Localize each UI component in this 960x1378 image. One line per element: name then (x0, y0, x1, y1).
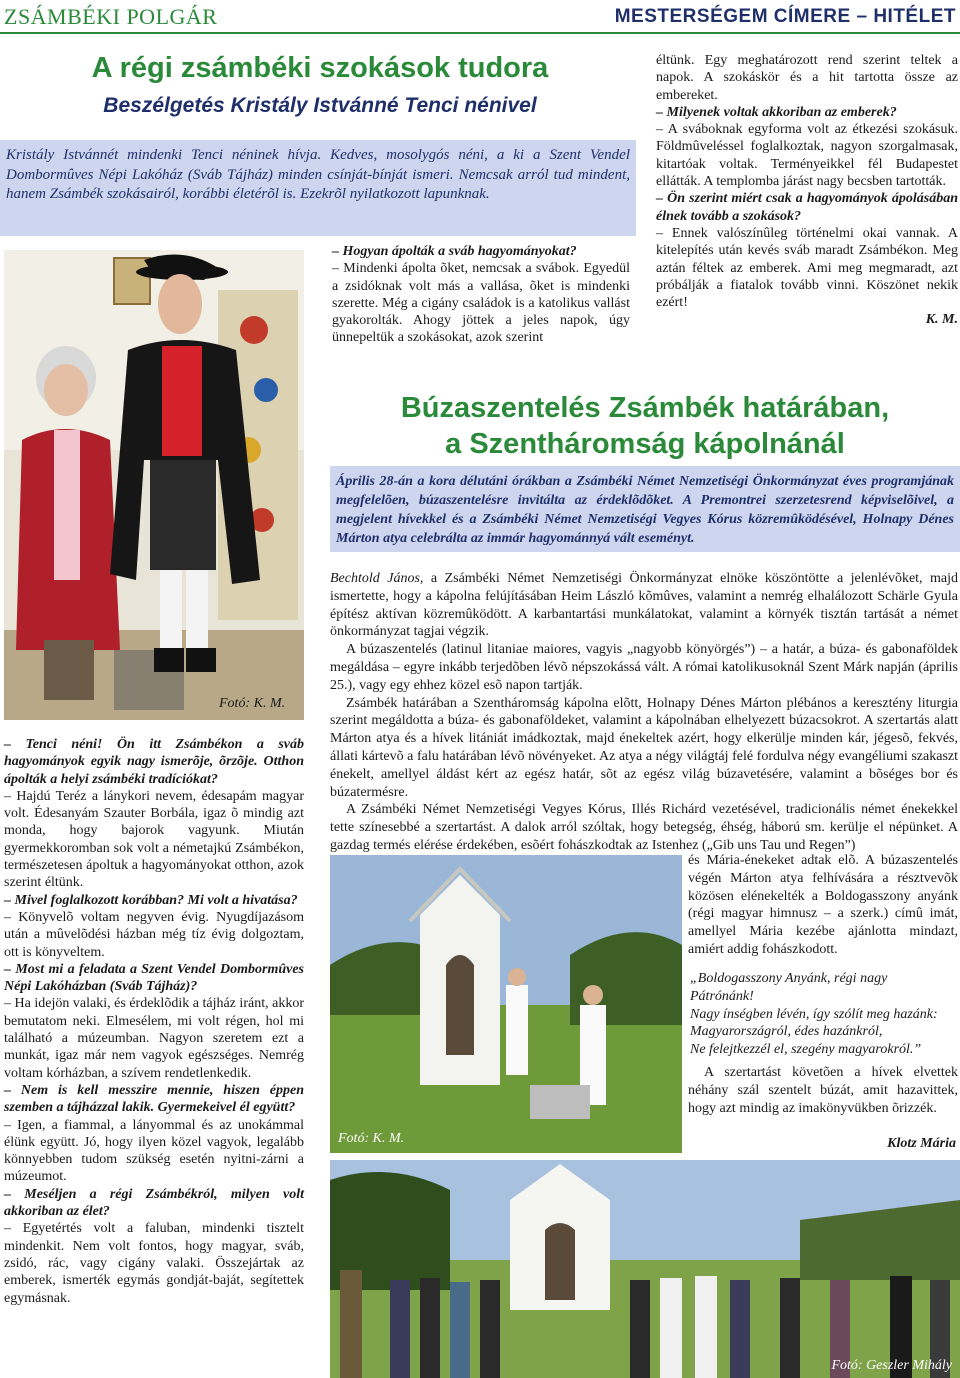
article2-title (330, 390, 960, 462)
author-signature: K. M. (925, 312, 958, 328)
question: – Mivel foglalkozott korábban? Mi volt a hivatása? (4, 892, 298, 908)
paragraph: Zsámbék határában a Szentháromság kápolna elõtt, Holnapy Dénes Márton plébános a keresztény liturgia szerint megáldotta a búza- és gabonaföldeket, valamint a kápolnában elhelyezett búzacsokrot. A szertartás alatt Márton atya és a hívek litániát imádkoztak, majd énekeltek azért, hogy elkerülje minden kár, jégesõ, fekvés, állati kártevõ a falu határában lévõ növényeket. Az atya a négy világtáj felé fordulva négy evangéliumi szakaszt énekelt, amellyel áldást kért az egész határ, sõt az egész világ búzavetésére, valamint a bõséges bor és búzatermésre. (330, 695, 958, 800)
poem-line: Nagy ínségben lévén, így szólít meg hazánk: (690, 1006, 938, 1022)
article1-left-column (4, 736, 304, 1307)
question: – Tenci néni! Ön itt Zsámbékon a sváb hagyományok egyik nagy ismerõje, õrzõje. Otthon ápolták a helyi zsámbéki tradíciókat? (4, 737, 304, 787)
answer: – Ennek valószínûleg történelmi okai vannak. A kitelepítés után kevés sváb maradt Zsámbékon. Meg aztán féltek az emberek. Ami meg megmaradt, azt próbálják a fiatalok tovább vinni. Köszönet nekik ezért! (656, 225, 958, 311)
article1-right-column (656, 52, 958, 329)
section-title: MESTERSÉGEM CÍMERE – HITÉLET (614, 6, 956, 27)
photo-caption: Fotó: K. M. (219, 696, 286, 711)
answer: – Ha idejön valaki, és érdeklõdik a tájház iránt, akkor bemutatom neki. Elmesélem, mi volt régen, hol mi található a múzeumban. Nagyon szeretem ezt a munkát, igaz már nem vagyok egészséges. Nemrég voltam kórházban, a szívem rendetlenkedik. (4, 996, 304, 1081)
question: – Milyenek voltak akkoriban az emberek? (656, 104, 897, 120)
photo-caption: Fotó: K. M. (338, 1131, 405, 1146)
article2-body (330, 570, 958, 855)
article1-middle-column (332, 243, 630, 347)
paragraph: A búzaszentelés (latinul litaniae maiores, vagyis „nagyobb könyörgés”) – a határ, a búza- és gabonaföldek megáldása – egyre inkább terjedõben lévõ népszokássá vált. A római katolikusoknál Szent Márk napján (április 25.), vagy egy ehhez közel esõ napon tartják. (330, 642, 958, 693)
answer: – Igen, a fiammal, a lányommal és az unokámmal élünk együtt. Jó, hogy ilyen közel vagyok, legalább könnyebben tudom szükség esetén nyitni-zárni a múzeumot. (4, 1117, 304, 1185)
question: – Ön szerint miért csak a hagyományok ápolásában élnek tovább a szokások? (656, 191, 958, 224)
poem-line: „Boldogasszony Anyánk, régi nagy (690, 971, 888, 986)
answer: éltünk. Egy meghatározott rend szerint teltek a napok. A szokáskör és a hit tartotta össze az embereket. (656, 53, 958, 103)
article2-title-line1: Búzaszentelés Zsámbék határában, (400, 392, 890, 424)
portrait-photo (4, 250, 304, 720)
paragraph: A Zsámbéki Német Nemzetiségi Vegyes Kórus, Illés Richárd vezetésével, tradicionális német énekekkel tette színesebbé a szertartást. A dalok arról szóltak, hogy betegség, éhség, háború sm. kerülje el népünket. A gazdag termés elérése érdekében, esõért fohászkodtak az Istenhez („Gib uns Tau und Regen”) (330, 802, 958, 853)
hymn-quote (690, 970, 958, 1059)
article2-intro: Április 28-án a kora délutáni órákban a Zsámbéki Német Nemzetiségi Önkormányzat éves programjának megfelelõen, búzaszentelésre invitálta az érdeklõdõket. A Premontrei szerzetesrend képviselõivel, a megjelent hívekkel és a Zsámbéki Német Nemzetiségi Vegyes Kórus közremûködésével, Holnapy Dénes Márton atya celebrálta az immár hagyománnyá vált eseményt. (330, 466, 960, 552)
answer: – Mindenki ápolta õket, nemcsak a svábok. Egyedül a zsidóknak volt más a vallása, õket is mindenki szerette. Még a cigány családok is a katolikus vallást gyakorolták. Ahogy jöttek a jeles napok, úgy ünnepeltük a szokásokat, azok szerint (332, 261, 630, 346)
person-name: Bechtold János, (330, 571, 424, 586)
answer: – Hajdú Teréz a lánykori nevem, édesapám magyar volt. Édesanyám Szauter Borbála, igaz õ mindig azt monda, hogy bajorok vagyunk. Miután gyermekkoromban sok volt a németajkú Zsámbékon, természetesen ápoltuk a hagyományokat otthon, azok szerint éltünk. (4, 788, 304, 891)
answer: – Könyvelõ voltam negyven évig. Nyugdíjazásom után a mûvelõdési házban még tíz évig dolgoztam, ott is könyveltem. (4, 909, 304, 960)
answer: – Egyetértés volt a faluban, mindenki tisztelt mindenkit. Nem volt fontos, hogy magyar, sváb, zsidó, rác, vagy cigány valaki. Összejártak az emberek, ismerték egymás gondját-baját, segítettek egymásnak. (4, 1221, 304, 1306)
article1-title: A régi zsámbéki szokások tudora (91, 52, 549, 84)
question: – Most mi a feladata a Szent Vendel Dombormûves Népi Lakóházban (Sváb Tájház)? (4, 961, 304, 995)
chapel-photo-2 (330, 1160, 960, 1378)
publication-name: ZSÁMBÉKI POLGÁR (4, 4, 218, 29)
article2-title-line2: a Szentháromság kápolnánál (445, 428, 845, 460)
article2-body-continued (688, 852, 958, 959)
question: – Meséljen a régi Zsámbékról, milyen volt akkoriban az élet? (4, 1186, 304, 1220)
chapel-photo-1 (330, 855, 682, 1153)
poem-line: Pátrónánk! (690, 988, 754, 1004)
photo-caption: Fotó: Geszler Mihály (831, 1358, 952, 1373)
question: – Nem is kell messzire mennie, hiszen éppen szemben a tájházzal lakik. Gyermekeivel él együtt? (4, 1082, 304, 1116)
paragraph: a Zsámbéki Német Nemzetiségi Önkormányzat elnöke köszöntötte a jelenlévõket, majd ismertette, hogy a kápolna felújításában Heim László kõmûves, valamint a nemrég elhalálozott Schärle Gyula építész aktívan közremûködött. A karbantartási munkálatokat, valamint a környék tisztán tartását a német önkormányzat tagjai végzik. (330, 571, 959, 640)
article1-subtitle: Beszélgetés Kristály Istvánné Tenci nénivel (103, 94, 537, 117)
poem-line: Ne felejtkezzél el, szegény magyarokról.” (690, 1042, 922, 1058)
author-signature-2: Klotz Mária (887, 1136, 956, 1151)
question: – Hogyan ápolták a sváb hagyományokat? (332, 244, 577, 259)
article1-intro: Kristály Istvánnét mindenki Tenci néninek hívja. Kedves, mosolygós néni, a ki a Szent Vendel Dombormûves Népi Lakóház (Sváb Tájház) minden csínját-bínját ismeri. Nemcsak arról tud mindent, hanem Zsámbék szokásairól, korábbi életérõl is. Ezekrõl nyilatkozott lapunknak. (0, 140, 636, 236)
answer: – A sváboknak egyforma volt az étkezési szokásuk. Földmûveléssel foglalkoztak, nagyon szorgalmasak, kitartóak voltak. Terményeikkel fél Budapestet ellátták. A templomba járást nagy becsben tartották. (656, 122, 958, 190)
header-rule (0, 32, 960, 34)
poem-line: Magyarországról, édes hazánkról, (690, 1024, 883, 1040)
closing-paragraph: A szertartást követõen a hívek elvettek néhány szál szentelt búzát, amit hazavittek, hogy azt mindig az imakönyvükben õrizzék. (688, 1065, 958, 1116)
paragraph: és Mária-énekeket adtak elõ. A búzaszentelés végén Márton atya felhívására a résztvevõk közösen elénekelték a Boldogasszony anyánk (régi magyar himnusz – a szerk.) címû imát, amellyel Mária kezébe ajánlotta mindazt, amiért addig fohászkodott. (688, 853, 958, 957)
